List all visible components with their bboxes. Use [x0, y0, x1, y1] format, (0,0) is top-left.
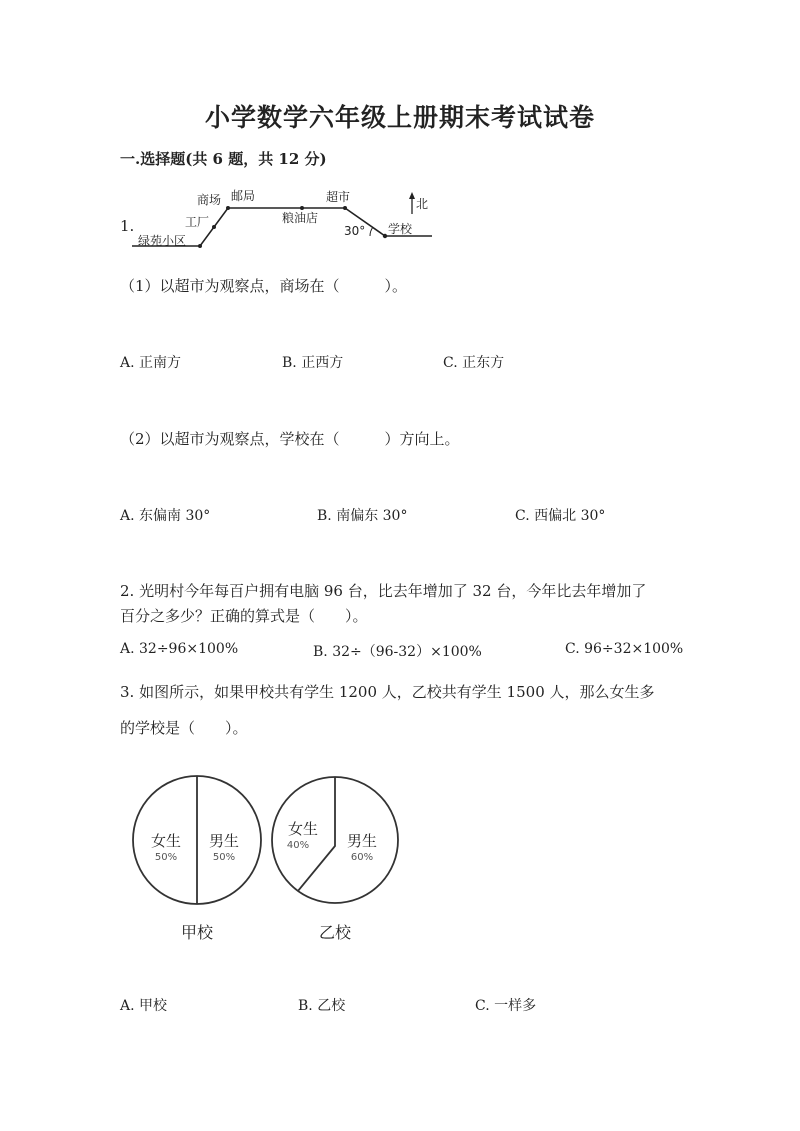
point-liangyoudian: [300, 206, 304, 210]
label-angle: 30°: [344, 224, 366, 238]
point-gongchang: [212, 225, 216, 229]
q3-option-c[interactable]: C. 一样多: [475, 998, 537, 1014]
label-north: 北: [416, 197, 429, 211]
q3-option-a[interactable]: A. 甲校: [120, 998, 168, 1014]
point-xuexiao: [383, 234, 387, 238]
page-title: 小学数学六年级上册期末考试试卷: [204, 103, 595, 132]
north-arrow-head: [409, 192, 415, 199]
label-shangchang: 商场: [197, 193, 222, 207]
q1-sub1-option-b[interactable]: B. 正西方: [282, 355, 344, 371]
label-gongchang: 工厂: [185, 215, 210, 229]
section-heading: 一.选择题(共 6 题，共 12 分): [120, 150, 327, 168]
pie1-girl-label: 女生: [150, 832, 182, 850]
angle-arc: [370, 227, 373, 236]
pie1-boy-percent: 50%: [212, 852, 236, 863]
label-liangyoudian: 粮油店: [282, 211, 319, 225]
q1-number: 1.: [120, 217, 135, 235]
pie2-caption: 乙校: [318, 923, 352, 942]
label-xuexiao: 学校: [388, 222, 413, 236]
label-youju: 邮局: [231, 189, 256, 203]
q2-option-c[interactable]: C. 96÷32×100%: [565, 641, 684, 657]
label-lvyuan: 绿苑小区: [138, 234, 187, 248]
q2-option-a[interactable]: A. 32÷96×100%: [120, 641, 239, 657]
label-chaoshi: 超市: [326, 190, 351, 204]
q1-sub1-text: （1）以超市为观察点，商场在（ ）。: [120, 277, 408, 295]
q1-sub2-option-a[interactable]: A. 东偏南 30°: [120, 508, 211, 524]
q1-sub2-text: （2）以超市为观察点，学校在（ ）方向上。: [120, 430, 460, 448]
q3-option-b[interactable]: B. 乙校: [298, 998, 346, 1014]
q1-sub2-option-c[interactable]: C. 西偏北 30°: [515, 508, 606, 524]
q2-text-line1: 2. 光明村今年每百户拥有电脑 96 台，比去年增加了 32 台，今年比去年增加了: [120, 582, 647, 600]
q3-pie-charts: [120, 770, 420, 950]
pie1-girl-percent: 50%: [154, 852, 178, 863]
pie1-boy-label: 男生: [208, 832, 240, 850]
q1-sub1-option-a[interactable]: A. 正南方: [120, 355, 182, 371]
point-shangchang: [226, 206, 230, 210]
point-chaoshi: [343, 206, 347, 210]
q1-sub1-option-c[interactable]: C. 正东方: [443, 355, 505, 371]
q3-text-line1: 3. 如图所示，如果甲校共有学生 1200 人，乙校共有学生 1500 人，那么女生多: [120, 683, 655, 701]
pie2-boy-label: 男生: [346, 832, 378, 850]
pie2-girl-percent: 40%: [286, 840, 310, 851]
pie2-girl-label: 女生: [287, 820, 319, 838]
pie1-caption: 甲校: [180, 923, 214, 942]
pie2-boy-percent: 60%: [350, 852, 374, 863]
q2-text-line2: 百分之多少？正确的算式是（ ）。: [120, 607, 368, 625]
q1-sub2-option-b[interactable]: B. 南偏东 30°: [317, 508, 408, 524]
q3-text-line2: 的学校是（ ）。: [120, 719, 248, 737]
point-lvyuan: [198, 244, 202, 248]
q1-map-diagram: [130, 186, 440, 254]
q2-option-b[interactable]: B. 32÷（96-32）×100%: [313, 644, 482, 660]
